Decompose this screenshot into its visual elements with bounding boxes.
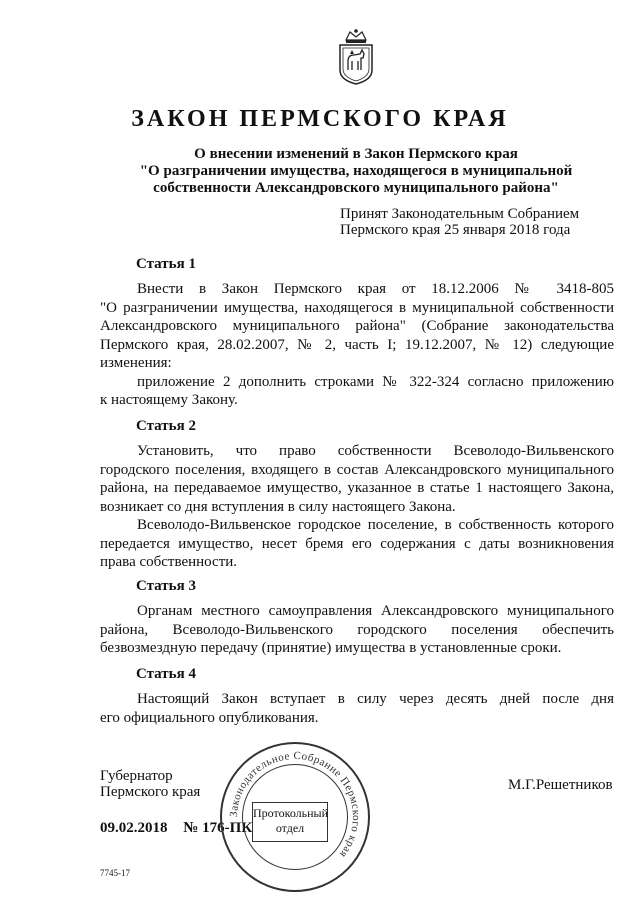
law-number: № 176-ПК	[183, 820, 253, 836]
article-text-line: его официального опубликования.	[100, 709, 319, 726]
stamp-center-box	[252, 802, 328, 842]
stamp-ring-label: Законодательное Собрание Пермского края	[227, 749, 363, 861]
article-text-line: городского поселения, входящего в состав Александровского муниципального	[100, 461, 614, 478]
governor-title	[100, 768, 200, 800]
subtitle-line: О внесении изменений в Закон Пермского края	[194, 146, 518, 162]
coat-of-arms-icon	[334, 28, 378, 86]
article-3-body	[100, 602, 614, 658]
article-2-heading: Статья 2	[136, 418, 196, 434]
article-text-line: Настоящий Закон вступает в силу через десять дней после дня	[137, 691, 614, 707]
article-text-line: Пермского края, 28.02.2007, № 2, часть I; 19.12.2007, № 12) следующие	[100, 336, 614, 353]
governor-title-line: Пермского края	[100, 784, 201, 800]
article-text-line: Внести в Закон Пермского края от 18.12.2006 № 3418-805	[137, 281, 614, 297]
article-text-line: Органам местного самоуправления Александровского муниципального	[137, 603, 614, 619]
article-text-line: безвозмездную передачу (принятие) имущества в установленные сроки.	[100, 640, 562, 656]
article-4-body	[100, 690, 614, 727]
article-text-line: приложение 2 дополнить строками № 322-324 согласно приложению	[137, 373, 614, 390]
adoption-line: Принят Законодательным Собранием	[340, 206, 580, 222]
article-text-line: района, Всеволодо-Вильвенского городского поселения обеспечить	[100, 621, 614, 638]
article-text-line: Установить, что право собственности Всеволодо-Вильвенского	[137, 443, 614, 459]
article-2-body	[100, 442, 614, 572]
document-code: 7745-17	[100, 868, 130, 878]
article-text-line: изменения:	[100, 355, 172, 371]
adoption-line: Пермского края 25 января 2018 года	[340, 222, 571, 238]
article-text-line: возникает со дня вступления в силу настоящего Закона.	[100, 498, 456, 515]
law-date: 09.02.2018	[100, 820, 168, 836]
governor-title-line: Губернатор	[100, 768, 173, 784]
official-stamp	[220, 742, 370, 892]
governor-name: М.Г.Решетников	[508, 777, 613, 793]
article-text-line: передается имущество, несет бремя его содержания с даты возникновения	[100, 535, 614, 552]
article-3-heading: Статья 3	[136, 578, 196, 594]
article-text-line: права собственности.	[100, 554, 238, 570]
law-title: ЗАКОН ПЕРМСКОГО КРАЯ	[131, 106, 509, 132]
article-4-heading: Статья 4	[136, 666, 196, 682]
article-text-line: к настоящему Закону.	[100, 392, 238, 408]
article-text-line: района, на передаваемое имущество, указанное в статье 1 настоящего Закона,	[100, 480, 614, 496]
adoption-note	[340, 206, 620, 238]
law-subtitle	[100, 146, 612, 197]
article-text-line: "О разграничении имущества, находящегося в муниципальной собственности	[100, 299, 614, 316]
subtitle-line: собственности Александровского муниципального района"	[153, 180, 559, 196]
article-text-line: Александровского муниципального района" (Собрание законодательства	[100, 318, 614, 334]
article-1-body	[100, 280, 614, 410]
stamp-box-line: отдел	[275, 821, 305, 835]
stamp-box-line: Протокольный	[253, 806, 329, 820]
article-1-heading: Статья 1	[136, 256, 196, 272]
subtitle-line: "О разграничении имущества, находящегося в муниципальной	[139, 163, 573, 179]
article-text-line: Всеволодо-Вильвенское городское поселение, в собственность которого	[137, 517, 614, 533]
